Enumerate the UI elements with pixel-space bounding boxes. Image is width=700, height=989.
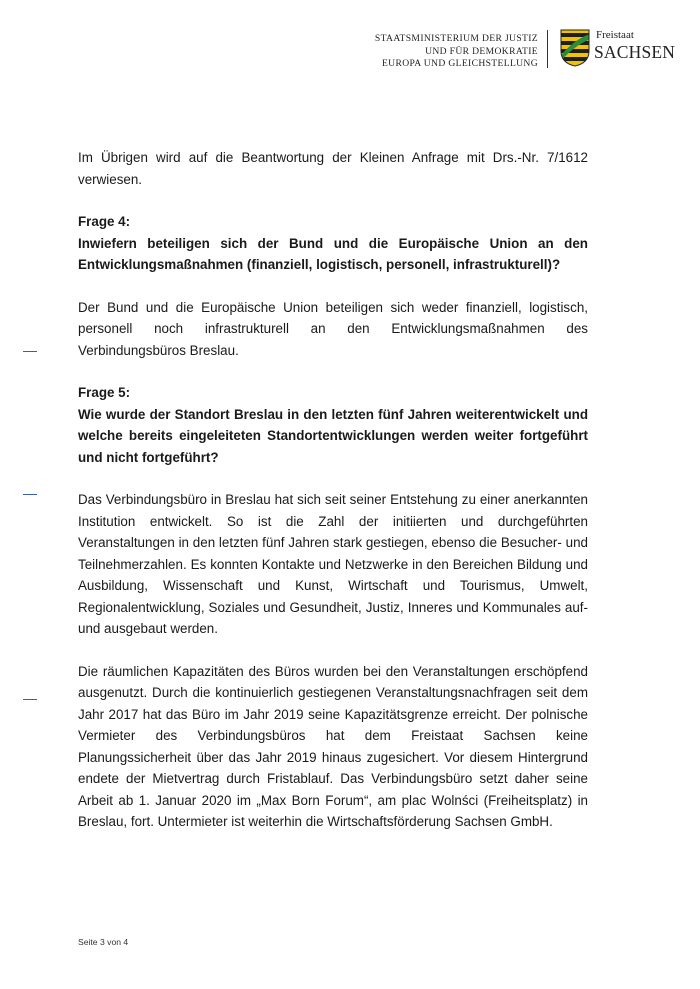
- answer-5-paragraph-1: Das Verbindungsbüro in Breslau hat sich seit seiner Entstehung zu einer anerkannten Institution entwickelt. So ist die Zahl der initiierten und durchgeführten Veranstaltungen in den letzten fünf Jahren stark gestiegen, ebenso die Besucher- und Teilnehmerzahlen. Es konnten Kontakte und Netzwerke in den Bereichen Bildung und Ausbildung, Wissenschaft und Kunst, Wirtschaft und Tourismus, Umwelt, Regionalentwicklung, Soziales und Gesundheit, Justiz, Inneres und Kommunales auf- und ausgebaut werden.: [78, 492, 588, 636]
- saxony-logo: [560, 29, 700, 69]
- answer-5-paragraph-2: Die räumlichen Kapazitäten des Büros wurden bei den Veranstaltungen erschöpfend ausgenutzt. Durch die kontinuierlich gestiegenen Veranstaltungsnachfragen seit dem Jahr 2017 hat das Büro im Jahr 2019 seine Kapazitätsgrenze erreicht. Der polnische Vermieter des Verbindungsbüros hat dem Freistaat Sachsen keine Planungssicherheit über das Jahr 2019 hinaus zugesichert. Vor diesem Hintergrund endete der Mietvertrag durch Fristablauf. Das Verbindungsbüro setzt daher seine Arbeit ab 1. Januar 2020 im „Max Born Forum“, am plac Wolnści (Freiheitsplatz) in Breslau, fort. Untermieter ist weiterhin die Wirtschaftsförderung Sachsen GmbH.: [78, 663, 588, 829]
- page-number: Seite 3 von 4: [78, 937, 129, 947]
- logo-text-sachsen: SACHSEN: [594, 42, 676, 62]
- logo-text-freistaat: Freistaat: [596, 29, 634, 41]
- ministry-line: STAATSMINISTERIUM DER JUSTIZ: [374, 33, 538, 44]
- ministry-line: UND FÜR DEMOKRATIE: [425, 45, 538, 57]
- question-5-label: Frage 5:: [78, 385, 131, 400]
- question-5-text: Wie wurde der Standort Breslau in den letzten fünf Jahren weiterentwickelt und welche bereits eingeleiteten Standortentwicklungen werden weiter fortgeführt und nicht fortgeführt?: [78, 406, 588, 465]
- question-4-text: Inwiefern beteiligen sich der Bund und die Europäische Union an den Entwicklungsmaßnahmen (finanziell, logistisch, personell, infrastrukturell)?: [78, 235, 588, 272]
- margin-mark: [23, 699, 37, 700]
- header-divider: [547, 30, 548, 68]
- saxony-coat-of-arms-icon: [560, 29, 590, 67]
- margin-mark: [23, 351, 37, 352]
- ministry-name: [278, 33, 538, 71]
- question-4-label: Frage 4:: [78, 214, 131, 229]
- intro-paragraph: Im Übrigen wird auf die Beantwortung der Kleinen Anfrage mit Drs.-Nr. 7/1612 verwiesen.: [78, 150, 588, 187]
- answer-4-paragraph: Der Bund und die Europäische Union beteiligen sich weder finanziell, logistisch, personell noch infrastrukturell an den Entwicklungsmaßnahmen des Verbindungsbüros Breslau.: [78, 299, 588, 358]
- document-body: [78, 147, 588, 833]
- margin-mark: [23, 494, 37, 495]
- ministry-line: EUROPA UND GLEICHSTELLUNG: [381, 58, 538, 70]
